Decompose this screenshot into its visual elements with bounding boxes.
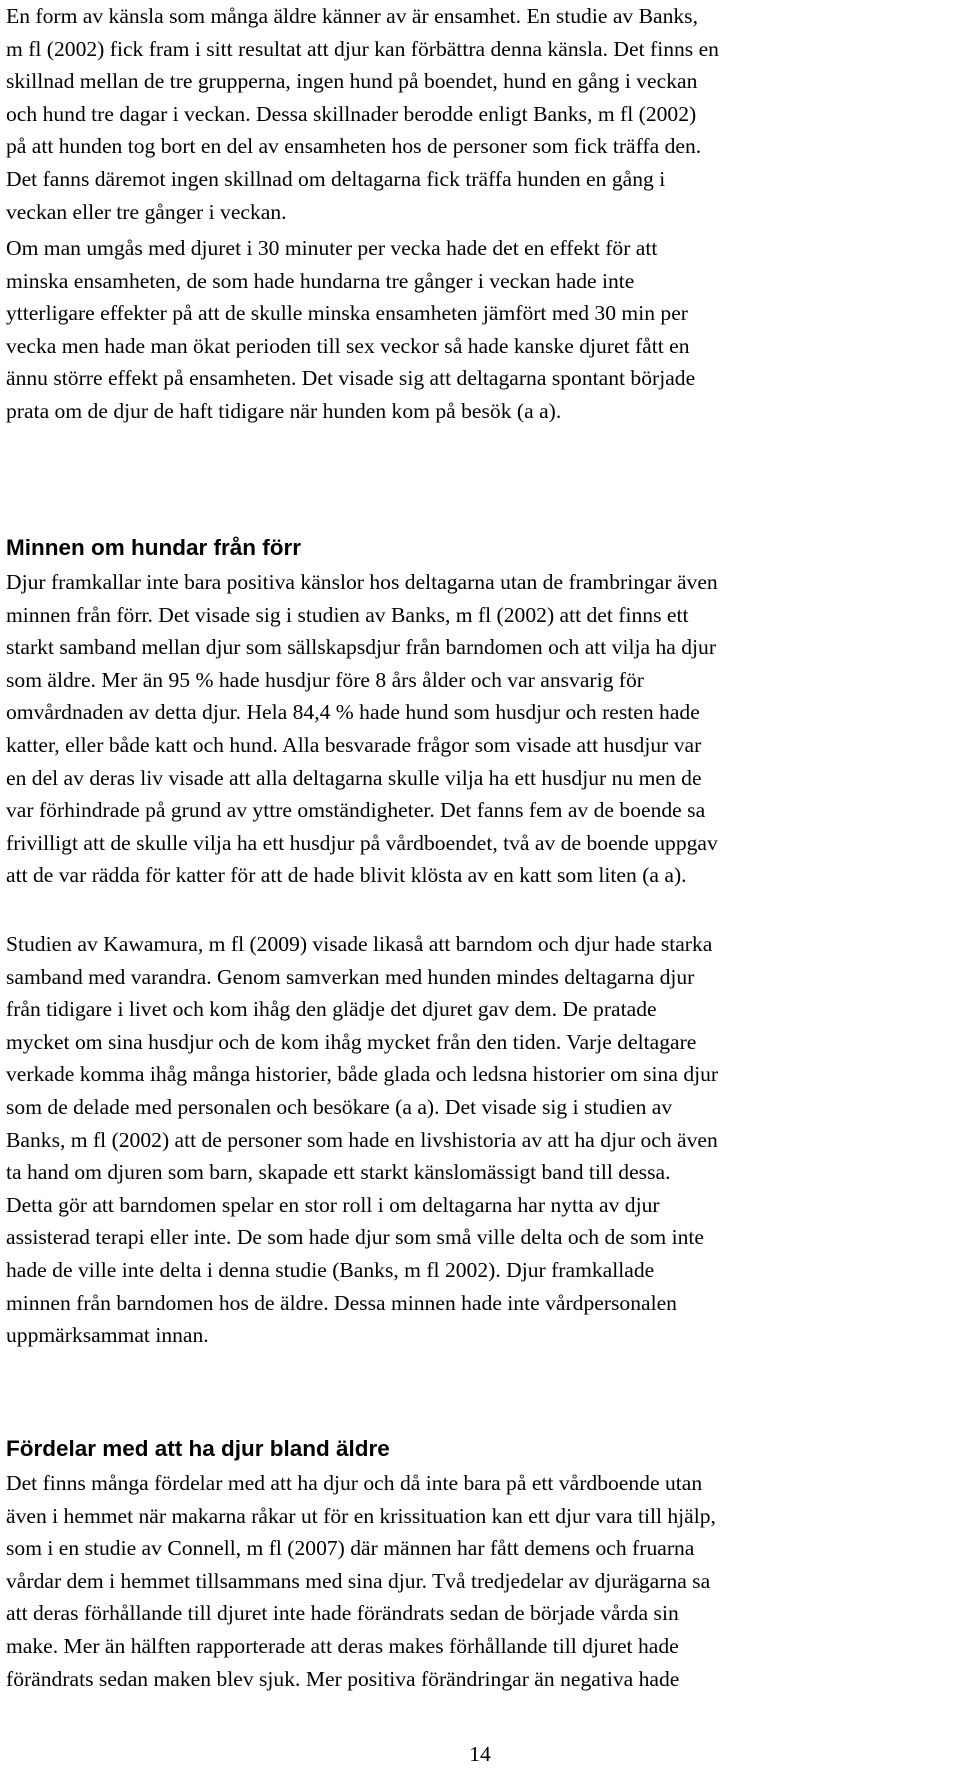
text-line: ytterligare effekter på att de skulle minska ensamheten jämfört med 30 min per: [6, 301, 688, 326]
text-line: assisterad terapi eller inte. De som hade djur som små ville delta och de som inte: [6, 1225, 705, 1250]
text-line: som äldre. Mer än 95 % hade husdjur före 8 års ålder och var ansvarig för: [6, 667, 644, 692]
text-line: även i hemmet när makarna råkar ut för en krissituation kan ett djur vara till hjälp,: [6, 1503, 716, 1528]
text-line: prata om de djur de haft tidigare när hunden kom på besök (a a).: [6, 398, 562, 423]
text-line: katter, eller både katt och hund. Alla besvarade frågor som visade att husdjur var: [6, 732, 702, 757]
text-line: var förhindrade på grund av yttre omständigheter. Det fanns fem av de boende sa: [6, 798, 706, 823]
text-line: ännu större effekt på ensamheten. Det visade sig att deltagarna spontant började: [6, 366, 696, 391]
section-heading: Minnen om hundar från förr: [6, 535, 301, 560]
text-line: Djur framkallar inte bara positiva känslor hos deltagarna utan de frambringar även: [6, 570, 718, 594]
text-line: från tidigare i livet och kom ihåg den glädje det djuret gav dem. De pratade: [6, 997, 657, 1022]
text-line: Detta gör att barndomen spelar en stor roll i om deltagarna har nytta av djur: [6, 1192, 660, 1217]
paragraph-childhood: [6, 928, 718, 1352]
text-line: och hund tre dagar i veckan. Dessa skillnader berodde enligt Banks, m fl (2002): [6, 101, 697, 126]
text-line: Det finns många fördelar med att ha djur och då inte bara på ett vårdboende utan: [6, 1471, 703, 1495]
text-line: ta hand om djuren som barn, skapade ett starkt känslomässigt band till dessa.: [6, 1160, 671, 1185]
text-line: make. Mer än hälften rapporterade att deras makes förhållande till djuret hade: [6, 1633, 679, 1658]
text-line: förändrats sedan maken blev sjuk. Mer positiva förändringar än negativa hade: [6, 1666, 680, 1691]
text-line: hade de ville inte delta i denna studie (Banks, m fl 2002). Djur framkallade: [6, 1257, 655, 1282]
text-line: Om man umgås med djuret i 30 minuter per vecka hade det en effekt för att: [6, 236, 658, 260]
text-line: veckan eller tre gånger i veckan.: [6, 199, 287, 224]
text-line: mycket om sina husdjur och de kom ihåg mycket från den tiden. Varje deltagare: [6, 1029, 697, 1054]
text-line: att de var rädda för katter för att de hade blivit klösta av en katt som liten (a a).: [6, 863, 687, 888]
text-line: En form av känsla som många äldre känner av är ensamhet. En studie av Banks,: [6, 4, 698, 28]
text-line: skillnad mellan de tre grupperna, ingen hund på boendet, hund en gång i veckan: [6, 69, 698, 94]
text-line: Det fanns däremot ingen skillnad om deltagarna fick träffa hunden en gång i: [6, 166, 666, 191]
text-line: verkade komma ihåg många historier, både glada och ledsna historier om sina djur: [6, 1062, 719, 1087]
text-line: m fl (2002) fick fram i sitt resultat att djur kan förbättra denna känsla. Det finns en: [6, 36, 719, 61]
text-line: Banks, m fl (2002) att de personer som hade en livshistoria av att ha djur och även: [6, 1127, 718, 1152]
text-line: vårdar dem i hemmet tillsammans med sina djur. Två tredjedelar av djurägarna sa: [6, 1568, 711, 1593]
text-line: att deras förhållande till djuret inte hade förändrats sedan de började vårda sin: [6, 1601, 679, 1626]
text-line: på att hunden tog bort en del av ensamheten hos de personer som fick träffa den.: [6, 134, 702, 159]
text-line: omvårdnaden av detta djur. Hela 84,4 % hade hund som husdjur och resten hade: [6, 700, 700, 725]
paragraph-time-with-animal: [6, 232, 695, 428]
text-line: minska ensamheten, de som hade hundarna tre gånger i veckan hade inte: [6, 268, 635, 293]
text-line: uppmärksammat innan.: [6, 1323, 209, 1348]
text-line: som de delade med personalen och besökare (a a). Det visade sig i studien av: [6, 1094, 673, 1119]
page-number: 14: [469, 1742, 491, 1766]
paragraph-benefits: [6, 1467, 716, 1695]
text-line: minnen från förr. Det visade sig i studien av Banks, m fl (2002) att det finns ett: [6, 602, 689, 627]
section-heading: Fördelar med att ha djur bland äldre: [6, 1436, 390, 1461]
text-line: en del av deras liv visade att alla deltagarna skulle vilja ha ett husdjur nu men de: [6, 765, 702, 790]
text-line: som i en studie av Connell, m fl (2007) där männen har fått demens och fruarna: [6, 1536, 695, 1561]
paragraph-memories: [6, 566, 718, 892]
paragraph-loneliness: [6, 0, 719, 228]
text-line: minnen från barndomen hos de äldre. Dessa minnen hade inte vårdpersonalen: [6, 1290, 677, 1315]
text-line: samband med varandra. Genom samverkan med hunden mindes deltagarna djur: [6, 964, 695, 989]
text-line: starkt samband mellan djur som sällskapsdjur från barndomen och att vilja ha djur: [6, 635, 717, 660]
text-line: Studien av Kawamura, m fl (2009) visade likaså att barndom och djur hade starka: [6, 932, 713, 956]
text-line: frivilligt att de skulle vilja ha ett husdjur på vårdboendet, två av de boende uppgav: [6, 830, 718, 855]
text-line: vecka men hade man ökat perioden till sex veckor så hade kanske djuret fått en: [6, 333, 690, 358]
